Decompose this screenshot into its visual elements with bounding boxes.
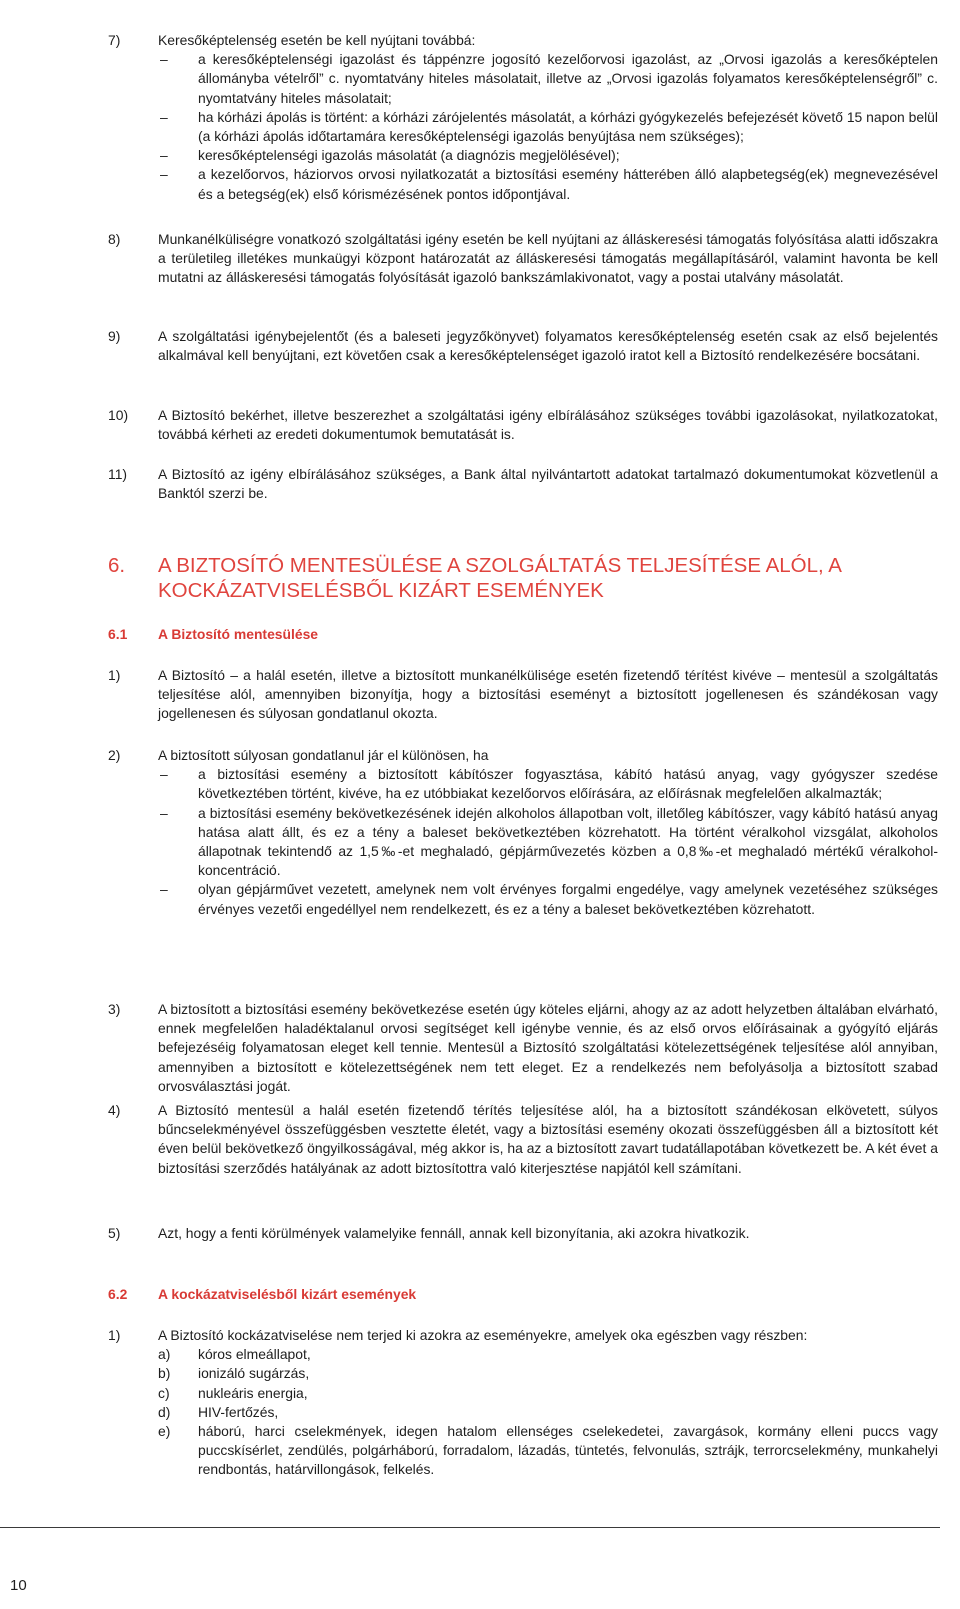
subsection-number: 6.1 [108, 626, 128, 642]
item-body: A Biztosító – a halál esetén, illetve a biztosított munkanélkülisége esetén fizetendő térítést kivéve – mentesül a szolgáltatás teljesítése alól, amennyiben bizonyítja, hogy a biztosítási eseményt a biztosított jogellenesen és szándékosan vagy jogellenesen és súlyosan gondatlanul okozta. [158, 667, 938, 722]
lettered-item [158, 1384, 938, 1403]
dash-item: – a biztosítási esemény a biztosított kábítószer fogyasztása, kábító hatású anyag, vagy gyógyszer szedése következtében történt, kivéve, ha ez utóbbiakat kezelőorvos előírására, az előírásnak megfelelően alkalmazták; [158, 765, 938, 803]
item-number: 8) [108, 231, 121, 247]
subsection-title: A kockázatviselésből kizárt események [158, 1286, 417, 1302]
item-body [158, 746, 938, 919]
item-body: A Biztosító az igény elbírálásához szükséges, a Bank által nyilvántartott adatokat tartalmazó dokumentumokat közvetlenül a Banktól szerzi be. [158, 466, 938, 502]
section-title: A BIZTOSÍTÓ MENTESÜLÉSE A SZOLGÁLTATÁS TELJESÍTÉSE ALÓL, A KOCKÁZATVISELÉSBŐL KIZÁRT ESEMÉNYEK [158, 554, 841, 602]
list-item-6-1-4 [108, 1101, 938, 1178]
list-item-8 [108, 230, 938, 288]
section-number: 6. [108, 554, 126, 577]
item-body: A Biztosító bekérhet, illetve beszerezhet a szolgáltatási igény elbírálásához szükséges további igazolásokat, nyilatkozatokat, továbbá kérheti az eredeti dokumentumok bemutatását is. [158, 407, 938, 443]
item-intro: Keresőképtelenség esetén be kell nyújtani továbbá: [158, 32, 476, 48]
item-number: 11) [108, 466, 128, 482]
list-item-6-1-1 [108, 666, 938, 724]
lettered-item [158, 1422, 938, 1480]
item-number: 1) [108, 667, 121, 683]
item-number: 7) [108, 32, 121, 48]
list-item-6-1-5 [108, 1224, 938, 1243]
subsection-heading-6-1 [108, 625, 938, 644]
list-item-7 [108, 31, 938, 204]
dash-item: – a kezelőorvos, háziorvos orvosi nyilatkozatát a biztosítási esemény hátterében álló alapbetegség(ek) megnevezésével és a betegség(ek) első kórismézésének pontos időpontjával. [158, 165, 938, 203]
dash-item: – olyan gépjárművet vezetett, amelynek nem volt érvényes forgalmi engedélye, vagy amelynek vezetéséhez szükséges érvényes vezetői engedéllyel nem rendelkezett, és ez a tény a baleset bekövetkeztében közrehatott. [158, 880, 938, 918]
subsection-title: A Biztosító mentesülése [158, 626, 319, 642]
item-text: kóros elmeállapot, [198, 1346, 311, 1363]
item-number: 3) [108, 1001, 121, 1017]
item-letter: d) [158, 1403, 171, 1420]
item-number: 9) [108, 328, 121, 344]
item-number: 4) [108, 1102, 121, 1118]
dash-item: – a biztosítási esemény bekövetkezésének idején alkoholos állapotban volt, illetőleg kábítószer, vagy kábító hatású anyag hatása alatt állt, és ez a tény a baleset bekövetkeztében közrehatott. Ha történt véralkohol vizsgálat, alkoholos állapotnak tekintendő az 1,5‰-et meghaladó, gépjárművezetés közben a 0,8‰-et meghaladó mértékű véralkohol-koncentráció. [158, 804, 938, 881]
item-text: nukleáris energia, [198, 1384, 308, 1401]
lettered-item [158, 1345, 938, 1364]
lettered-item [158, 1403, 938, 1422]
item-intro: A Biztosító kockázatviselése nem terjed ki azokra az eseményekre, amelyek oka egészben vagy részben: [158, 1327, 808, 1343]
item-body: Munkanélküliségre vonatkozó szolgáltatási igény esetén be kell nyújtani az álláskeresési támogatás folyósítása alatti időszakra a területileg illetékes munkaügyi központ határozatát az álláskeresési támogatás megállapításáról, valamint havonta be kell mutatni az álláskeresési támogatás folyósítását igazoló bankszámlakivonatot, vagy a postai utalvány másolatát. [158, 231, 938, 286]
item-intro: A biztosított súlyosan gondatlanul jár el különösen, ha [158, 747, 489, 763]
item-body: Azt, hogy a fenti körülmények valamelyike fennáll, annak kell bizonyítania, aki azokra hivatkozik. [158, 1225, 750, 1241]
item-number: 1) [108, 1327, 121, 1343]
item-number: 10) [108, 407, 129, 423]
item-text: háború, harci cselekmények, idegen hatalom ellenséges cselekedetei, zavargások, kormány elleni puccs vagy puccskísérlet, zendülés, polgárháború, forradalom, lázadás, tüntetés, felvonulás, sztrájk, terrorcselekmény, munkahelyi rendbontás, határvillongások, felkelés. [198, 1423, 938, 1478]
dash-item: – keresőképtelenségi igazolás másolatát (a diagnózis megjelölésével); [158, 146, 938, 165]
list-item-10 [108, 406, 938, 444]
item-body: A szolgáltatási igénybejelentőt (és a baleseti jegyzőkönyvet) folyamatos keresőképtelenség esetén csak az első bejelentés alkalmával kell benyújtani, ezt követően csak a keresőképtelenséget igazoló iratot kell a Biztosító rendelkezésére bocsátani. [158, 328, 938, 364]
list-item-6-1-2 [108, 746, 938, 919]
item-body: A biztosított a biztosítási esemény bekövetkezése esetén úgy köteles eljárni, ahogy az az adott helyzetben általában elvárható, ennek megfelelően haladéktalanul orvosi segítséget kell igénybe vennie, és az első orvos előírásainak a gyógyító eljárás befejezéséig folyamatosan eleget kell tennie. Mentesül a Biztosító szolgáltatási kötelezettségének teljesítése alól annyiban, amennyiben a biztosított e kötelezettségének nem tett eleget. Ez a rendelkezés nem befolyásolja a biztosított szabad orvosválasztási jogát. [158, 1001, 938, 1094]
dash-item: – a keresőképtelenségi igazolást és táppénzre jogosító kezelőorvosi igazolást, az „Orvosi igazolás a keresőképtelen állományba vételről” c. nyomtatvány hiteles másolatait, illetve az „Orvosi igazolás folyamatos keresőképtelenségről” c. nyomtatvány hiteles másolatait; [158, 50, 938, 108]
footer-divider [0, 1527, 940, 1528]
item-body [158, 1326, 938, 1480]
item-number: 2) [108, 747, 121, 763]
item-body: A Biztosító mentesül a halál esetén fizetendő térítés teljesítése alól, ha a biztosított szándékosan elkövetett, súlyos bűncselekményével összefüggésben vesztette életét, vagy a biztosítási esemény okozati összefüggésben áll a biztosított két éven belül bekövetkező öngyilkosságával, még akkor is, ha az a biztosított zavart tudatállapotában következett be. A két évet a biztosítási szerződés hatályának az adott biztosítottra való kiterjesztése napjától kell számítani. [158, 1102, 938, 1176]
item-body [158, 31, 938, 204]
item-letter: b) [158, 1365, 171, 1382]
list-item-6-2-1 [108, 1326, 938, 1480]
subsection-heading-6-2 [108, 1285, 938, 1304]
item-letter: a) [158, 1346, 171, 1363]
item-text: ionizáló sugárzás, [198, 1365, 310, 1382]
dash-item: – ha kórházi ápolás is történt: a kórházi zárójelentés másolatát, a kórházi gyógykezelés befejezését követő 15 napon belül (a kórházi ápolás időtartamára keresőképtelenségi igazolás benyújtása nem szükséges); [158, 108, 938, 146]
lettered-item [158, 1364, 938, 1383]
list-item-9 [108, 327, 938, 365]
item-letter: e) [158, 1423, 171, 1440]
list-item-6-1-3 [108, 1000, 938, 1096]
section-heading [108, 553, 938, 603]
item-letter: c) [158, 1384, 170, 1401]
page-number: 10 [10, 1577, 27, 1594]
item-number: 5) [108, 1225, 121, 1241]
item-text: HIV-fertőzés, [198, 1403, 279, 1420]
subsection-number: 6.2 [108, 1286, 128, 1302]
list-item-11 [108, 465, 938, 503]
